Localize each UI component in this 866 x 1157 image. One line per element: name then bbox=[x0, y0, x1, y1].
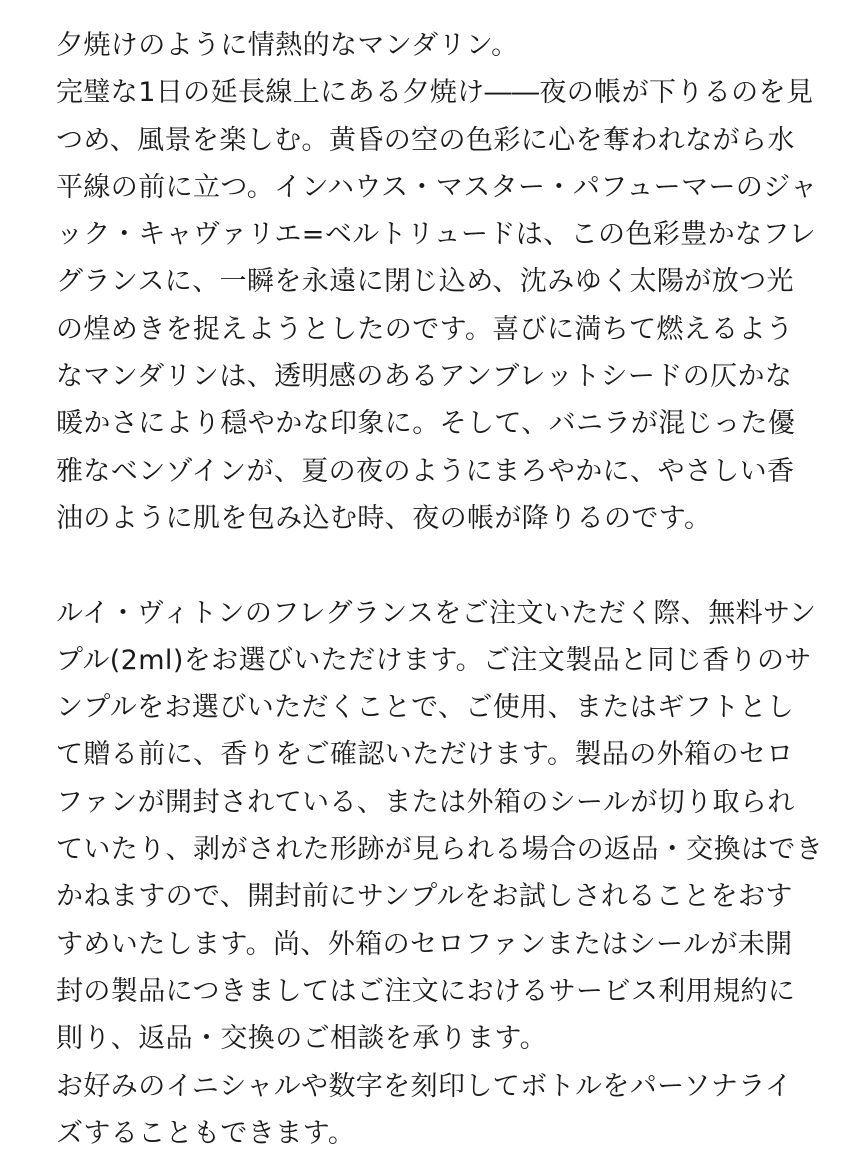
text-line: プル(2ml)をお選びいただけます。ご注文製品と同じ香りのサ bbox=[56, 644, 812, 676]
text-line: なマンダリンは、透明感のあるアンブレットシードの仄かな bbox=[56, 361, 793, 393]
text-line: 夕焼けのように情熱的なマンダリン。 bbox=[56, 30, 519, 61]
product-description bbox=[56, 22, 824, 1157]
text-line: ルイ・ヴィトンのフレグランスをご注文いただく際、無料サン bbox=[56, 597, 817, 629]
text-line: ック・キャヴァリエ=ベルトリュードは、この色彩豊かなフレ bbox=[56, 219, 817, 251]
text-line: ンプルをお選びいただくことで、ご使用、またはギフトとし bbox=[56, 692, 795, 724]
text-line: かねますので、開封前にサンプルをお試しされることをおす bbox=[56, 881, 793, 913]
text-line: て贈る前に、香りをご確認いただけます。製品の外箱のセロ bbox=[56, 739, 794, 771]
text-line: の煌めきを捉えようとしたのです。喜びに満ちて燃えるよう bbox=[56, 313, 794, 345]
paragraph-spacer bbox=[56, 542, 816, 589]
text-line: 則り、返品・交換のご相談を承ります。 bbox=[56, 1023, 548, 1055]
text-line: 雅なベンゾインが、夏の夜のようにまろやかに、やさしい香 bbox=[56, 455, 795, 487]
text-line: グランスに、一瞬を永遠に閉じ込め、沈みゆく太陽が放つ光 bbox=[56, 266, 794, 298]
text-line: 油のように肌を包み込む時、夜の帳が降りるのです。 bbox=[56, 502, 712, 534]
text-line: 封の製品につきましてはご注文におけるサービス利用規約に bbox=[56, 975, 796, 1007]
text-line: お好みのイニシャルや数字を刻印してボトルをパーソナライ bbox=[56, 1070, 793, 1102]
text-line: 完璧な1日の延長線上にある夕焼け――夜の帳が下りるのを見 bbox=[56, 77, 814, 109]
text-line: ていたり、剥がされた形跡が見られる場合の返品・交換はでき bbox=[56, 834, 824, 866]
text-line: ファンが開封されている、または外箱のシールが切り取られ bbox=[56, 786, 795, 818]
paragraph-sample-policy bbox=[56, 590, 824, 1157]
text-line: ズすることもできます。 bbox=[56, 1117, 356, 1149]
text-line: 平線の前に立つ。インハウス・マスター・パフューマーのジャ bbox=[56, 171, 818, 203]
text-line: すめいたします。尚、外箱のセロファンまたはシールが未開 bbox=[56, 928, 793, 960]
paragraph-fragrance-story bbox=[56, 22, 816, 542]
text-line: 暖かさにより穏やかな印象に。そして、バニラが混じった優 bbox=[56, 408, 796, 440]
text-line: つめ、風景を楽しむ。黄昏の空の色彩に心を奪われながら水 bbox=[56, 124, 795, 156]
